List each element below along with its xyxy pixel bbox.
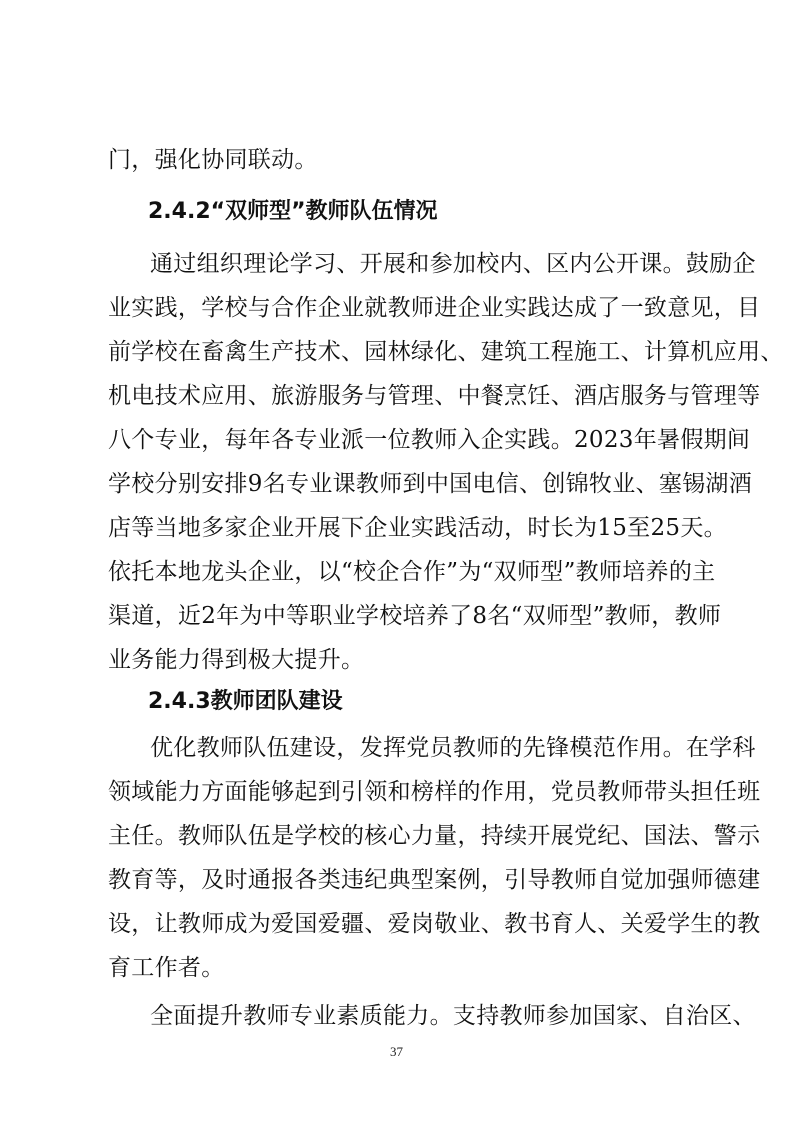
text-line: 门，强化协同联动。	[108, 147, 318, 173]
text-line: 教育等，及时通报各类违纪典型案例，引导教师自觉加强师德建	[108, 867, 761, 893]
text-line: 业实践，学校与合作企业就教师进企业实践达成了一致意见，目	[108, 295, 761, 321]
text-line: 领域能力方面能够起到引领和榜样的作用，党员教师带头担任班	[108, 779, 761, 805]
text-line: 八个专业，每年各专业派一位教师入企实践。2023年暑假期间	[108, 427, 751, 453]
text-line: 主任。教师队伍是学校的核心力量，持续开展党纪、国法、警示	[108, 823, 761, 849]
text-line: 渠道，近2年为中等职业学校培养了8名“双师型”教师，教师	[108, 603, 722, 629]
text-line: 全面提升教师专业素质能力。支持教师参加国家、自治区、	[150, 1003, 756, 1029]
text-line: 店等当地多家企业开展下企业实践活动，时长为15至25天。	[108, 515, 727, 541]
section-heading: 2.4.2“双师型”教师队伍情况	[148, 199, 438, 224]
text-line: 前学校在畜禽生产技术、园林绿化、建筑工程施工、计算机应用、	[108, 339, 784, 365]
text-line: 设，让教师成为爱国爱疆、爱岗敬业、教书育人、关爱学生的教	[108, 911, 761, 937]
text-line: 育工作者。	[108, 955, 225, 981]
page-number: 37	[390, 1044, 403, 1059]
text-line: 依托本地龙头企业，以“校企合作”为“双师型”教师培养的主	[108, 559, 716, 585]
text-line: 通过组织理论学习、开展和参加校内、区内公开课。鼓励企	[150, 251, 756, 277]
text-line: 机电技术应用、旅游服务与管理、中餐烹饪、酒店服务与管理等	[108, 383, 761, 409]
text-line: 优化教师队伍建设，发挥党员教师的先锋模范作用。在学科	[150, 735, 756, 761]
text-line: 学校分别安排9名专业课教师到中国电信、创锦牧业、塞锡湖酒	[108, 471, 753, 497]
section-heading: 2.4.3教师团队建设	[148, 689, 343, 714]
text-line: 业务能力得到极大提升。	[108, 647, 365, 673]
